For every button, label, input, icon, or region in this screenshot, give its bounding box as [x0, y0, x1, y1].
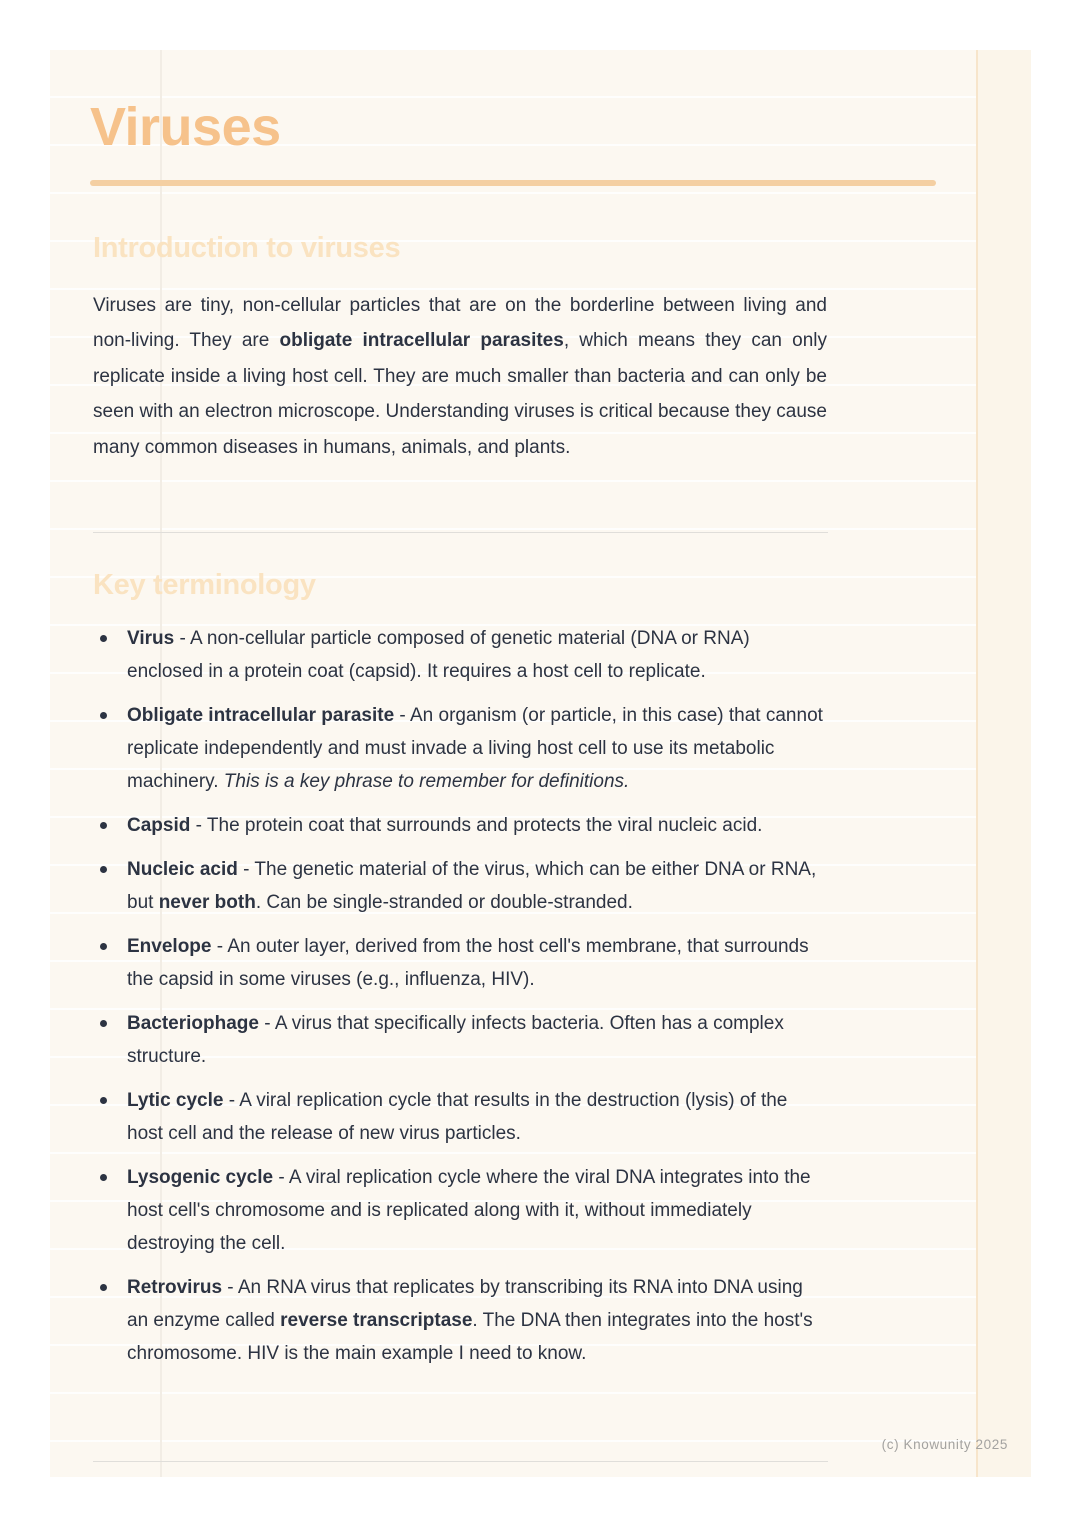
term-item: Lytic cycle - A viral replication cycle that results in the destruction (lysis) of the host cell and the release of new virus particles.	[93, 1084, 827, 1150]
page-footer: (c) Knowunity 2025	[881, 1437, 1008, 1452]
title-underline-rule	[90, 180, 936, 186]
section-heading-key-terminology: Key terminology	[93, 569, 316, 601]
page-title: Viruses	[90, 97, 281, 157]
term-item: Virus - A non-cellular particle composed of genetic material (DNA or RNA) enclosed in a protein coat (capsid). It requires a host cell to replicate.	[93, 622, 827, 688]
term-item: Envelope - An outer layer, derived from the host cell's membrane, that surrounds the capsid in some viruses (e.g., influenza, HIV).	[93, 930, 827, 996]
section-heading-introduction: Introduction to viruses	[93, 232, 401, 264]
term-item: Nucleic acid - The genetic material of the virus, which can be either DNA or RNA, but never both. Can be single-stranded or double-stranded.	[93, 853, 827, 919]
notes-page	[50, 50, 1031, 1477]
term-item: Retrovirus - An RNA virus that replicates by transcribing its RNA into DNA using an enzyme called reverse transcriptase. The DNA then integrates into the host's chromosome. HIV is the main example I need to know.	[93, 1271, 827, 1370]
term-item: Lysogenic cycle - A viral replication cycle where the viral DNA integrates into the host cell's chromosome and is replicated along with it, without immediately destroying the cell.	[93, 1161, 827, 1260]
term-item: Capsid - The protein coat that surrounds and protects the viral nucleic acid.	[93, 809, 827, 842]
section-divider	[93, 532, 828, 533]
intro-paragraph: Viruses are tiny, non-cellular particles that are on the borderline between living and non-living. They are obligate intracellular parasites, which means they can only replicate inside a living host cell. They are much smaller than bacteria and can only be seen with an electron microscope. Understanding viruses is critical because they cause many common diseases in humans, animals, and plants.	[93, 295, 827, 458]
bottom-divider	[93, 1461, 828, 1462]
terminology-list	[93, 622, 827, 1381]
term-item: Bacteriophage - A virus that specifically infects bacteria. Often has a complex structure.	[93, 1007, 827, 1073]
page-content	[50, 50, 1031, 1477]
term-item: Obligate intracellular parasite - An organism (or particle, in this case) that cannot replicate independently and must invade a living host cell to use its metabolic machinery. This is a key phrase to remember for definitions.	[93, 699, 827, 798]
